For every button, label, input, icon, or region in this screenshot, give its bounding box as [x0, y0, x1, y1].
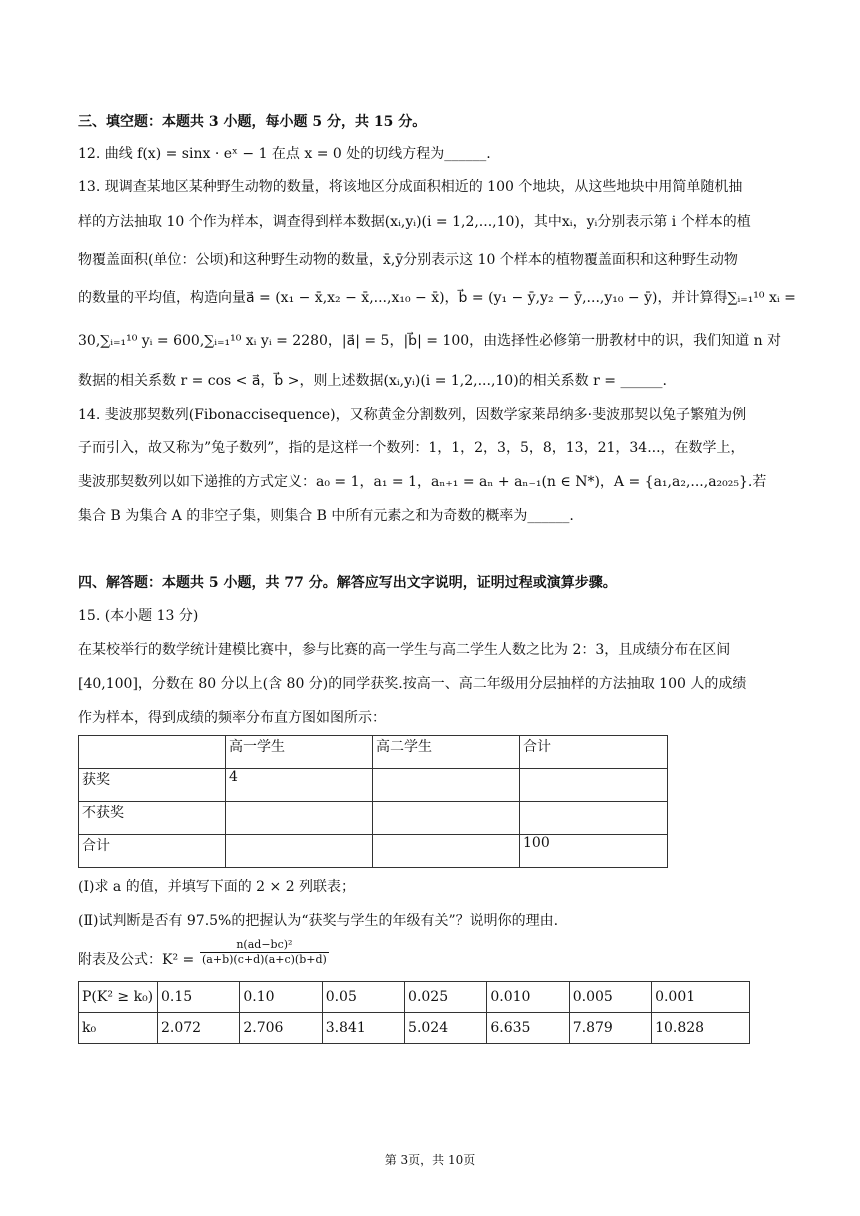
table-cell [373, 802, 520, 835]
table-cell: 合计 [79, 835, 226, 868]
table-cell: 0.010 [487, 982, 569, 1013]
contingency-table [78, 735, 668, 868]
table-cell: 高二学生 [373, 736, 520, 769]
table-row [79, 802, 668, 835]
table-cell: 5.024 [405, 1013, 487, 1044]
table-row [79, 982, 750, 1013]
table-cell: 0.05 [322, 982, 404, 1013]
table-cell: P(K² ≥ k₀) [79, 982, 158, 1013]
q15-line1: 在某校举行的数学统计建模比赛中，参与比赛的高一学生与高二学生人数之比为 2：3，且成绩分布在区间 [78, 642, 731, 658]
table-cell: 3.841 [322, 1013, 404, 1044]
table-cell: 0.005 [569, 982, 651, 1013]
table-header-row [79, 736, 668, 769]
table-cell: 0.025 [405, 982, 487, 1013]
q14-line1: 14. 斐波那契数列(Fibonaccisequence)，又称黄金分割数列，因数学家莱昂纳多·斐波那契以兔子繁殖为例 [78, 407, 747, 423]
table-cell [373, 835, 520, 868]
table-cell [79, 736, 226, 769]
table-cell: 不获奖 [79, 802, 226, 835]
table-cell: 获奖 [79, 769, 226, 802]
table-cell: 10.828 [652, 1013, 750, 1044]
q13-line3: 物覆盖面积(单位：公顷)和这种野生动物的数量，x̄,ȳ分别表示这 10 个样本的植物覆盖面积和这种野生动物 [78, 252, 738, 268]
q13-line4: 的数量的平均值，构造向量a⃗ = (x₁ − x̄,x₂ − x̄,...,x₁₀ − x̄)，b⃗ = (y₁ − ȳ,y₂ − ȳ,...,y₁₀ − ȳ)，并计算得∑ᵢ₌₁¹⁰ xᵢ = [78, 290, 796, 306]
table-cell: 2.072 [158, 1013, 240, 1044]
q14-line2: 子而引入，故又称为”兔子数列”，指的是这样一个数列：1，1，2，3，5，8，13，21，34...，在数学上， [78, 440, 745, 456]
table-cell: k₀ [79, 1013, 158, 1044]
critical-value-table [78, 981, 750, 1044]
q15-line2: [40,100]，分数在 80 分以上(含 80 分)的同学获奖.按高一、高二年级用分层抽样的方法抽取 100 人的成绩 [78, 676, 747, 692]
table-cell: 2.706 [240, 1013, 322, 1044]
formula-label: 附表及公式：K² = [78, 952, 195, 968]
section4-heading: 四、解答题：本题共 5 小题，共 77 分。解答应写出文字说明，证明过程或演算步骤。 [78, 575, 617, 591]
table-cell: 7.879 [569, 1013, 651, 1044]
table-cell: 4 [226, 769, 373, 802]
table-cell: 6.635 [487, 1013, 569, 1044]
q15-title: 15. (本小题 13 分) [78, 608, 199, 624]
table-cell: 0.15 [158, 982, 240, 1013]
q15-part1: (Ⅰ)求 a 的值，并填写下面的 2 × 2 列联表； [78, 879, 356, 895]
table-cell [226, 802, 373, 835]
page-number: 第 3页，共 10页 [384, 1153, 476, 1167]
table-row [79, 1013, 750, 1044]
q13-line6: 数据的相关系数 r = cos < a⃗，b⃗ >，则上述数据(xᵢ,yᵢ)(i = 1,2,...,10)的相关系数 r = ______. [78, 373, 667, 389]
formula-fraction [200, 938, 329, 967]
table-cell: 100 [520, 835, 668, 868]
table-row [79, 769, 668, 802]
table-cell [520, 769, 668, 802]
table-cell [226, 835, 373, 868]
q15-line3: 作为样本，得到成绩的频率分布直方图如图所示： [78, 710, 386, 726]
table-cell: 合计 [520, 736, 668, 769]
table-cell [520, 802, 668, 835]
table-row [79, 835, 668, 868]
table-cell: 0.10 [240, 982, 322, 1013]
q13-line2: 样的方法抽取 10 个作为样本，调查得到样本数据(xᵢ,yᵢ)(i = 1,2,...,10)，其中xᵢ，yᵢ分别表示第 i 个样本的植 [78, 214, 751, 230]
q13-line1: 13. 现调查某地区某种野生动物的数量，将该地区分成面积相近的 100 个地块，从这些地块中用简单随机抽 [78, 179, 743, 195]
q14-line3: 斐波那契数列以如下递推的方式定义：a₀ = 1，a₁ = 1，aₙ₊₁ = aₙ + aₙ₋₁(n ∈ N*)，A = {a₁,a₂,...,a₂₀₂₅}.若 [78, 474, 767, 490]
q12-line: 12. 曲线 f(x) = sinx · eˣ − 1 在点 x = 0 处的切线方程为______. [78, 146, 491, 162]
table-cell: 0.001 [652, 982, 750, 1013]
q15-part2: (Ⅱ)试判断是否有 97.5%的把握认为“获奖与学生的年级有关”？说明你的理由. [78, 913, 559, 929]
table-cell: 高一学生 [226, 736, 373, 769]
table-cell [373, 769, 520, 802]
formula-denominator: (a+b)(c+d)(a+c)(b+d) [202, 953, 327, 966]
formula-numerator: n(ad−bc)² [200, 938, 329, 953]
section3-heading: 三、填空题：本题共 3 小题，每小题 5 分，共 15 分。 [78, 114, 427, 130]
q14-line4: 集合 B 为集合 A 的非空子集，则集合 B 中所有元素之和为奇数的概率为______. [78, 508, 574, 524]
q13-line5: 30,∑ᵢ₌₁¹⁰ yᵢ = 600,∑ᵢ₌₁¹⁰ xᵢ yᵢ = 2280，|a⃗| = 5，|b⃗| = 100，由选择性必修第一册教材中的识，我们知道 n 对 [78, 333, 782, 349]
